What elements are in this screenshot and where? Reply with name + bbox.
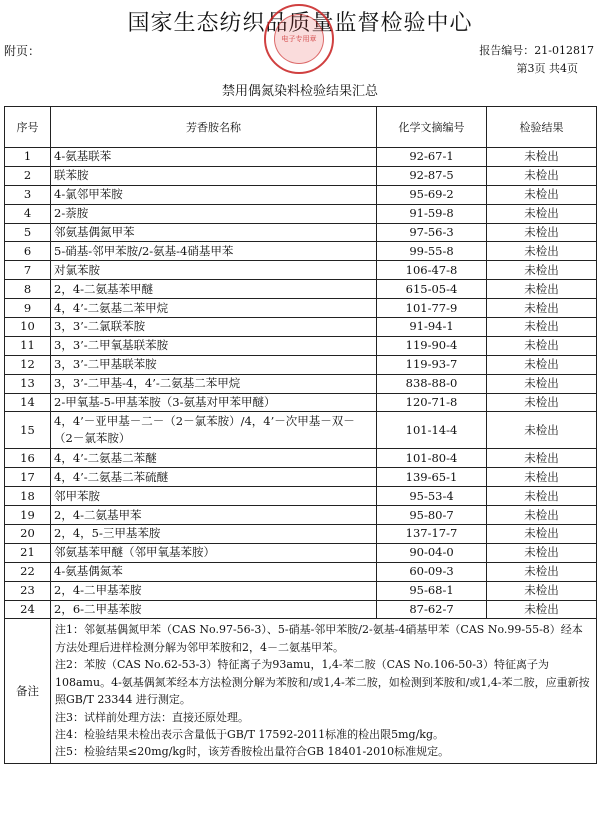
- row-seq: 16: [5, 449, 51, 468]
- row-seq: 1: [5, 148, 51, 167]
- row-seq: 17: [5, 468, 51, 487]
- row-seq: 10: [5, 318, 51, 337]
- row-cas-no: 139-65-1: [377, 468, 487, 487]
- row-seq: 20: [5, 525, 51, 544]
- row-cas-no: 92-67-1: [377, 148, 487, 167]
- row-result: 未检出: [487, 506, 597, 525]
- row-result: 未检出: [487, 204, 597, 223]
- row-cas-no: 91-59-8: [377, 204, 487, 223]
- seal-stamp: [264, 4, 334, 74]
- row-cas-no: 137-17-7: [377, 525, 487, 544]
- row-amine-name: 2-萘胺: [51, 204, 377, 223]
- row-amine-name: 2，4，5-三甲基苯胺: [51, 525, 377, 544]
- row-cas-no: 119-90-4: [377, 336, 487, 355]
- row-result: 未检出: [487, 600, 597, 619]
- row-cas-no: 95-69-2: [377, 185, 487, 204]
- row-seq: 12: [5, 355, 51, 374]
- table-row: [5, 487, 597, 506]
- row-cas-no: 101-14-4: [377, 412, 487, 449]
- row-cas-no: 101-80-4: [377, 449, 487, 468]
- row-result: 未检出: [487, 185, 597, 204]
- table-row: [5, 223, 597, 242]
- row-seq: 23: [5, 581, 51, 600]
- notes-label: 备注: [5, 619, 51, 763]
- table-row: [5, 393, 597, 412]
- row-result: 未检出: [487, 525, 597, 544]
- table-row: [5, 412, 597, 449]
- row-seq: 24: [5, 600, 51, 619]
- row-cas-no: 95-53-4: [377, 487, 487, 506]
- row-amine-name: 2，6-二甲基苯胺: [51, 600, 377, 619]
- row-cas-no: 95-80-7: [377, 506, 487, 525]
- row-amine-name: 4-氯邻甲苯胺: [51, 185, 377, 204]
- row-seq: 14: [5, 393, 51, 412]
- row-seq: 3: [5, 185, 51, 204]
- row-seq: 6: [5, 242, 51, 261]
- row-result: 未检出: [487, 336, 597, 355]
- note-4: 注4：检验结果未检出表示含量低于GB/T 17592-2011标准的检出限5mg/kg。: [55, 727, 444, 741]
- row-result: 未检出: [487, 543, 597, 562]
- header-amine-name: 芳香胺名称: [51, 107, 377, 148]
- row-amine-name: 对氯苯胺: [51, 261, 377, 280]
- table-subtitle: 禁用偶氮染料检验结果汇总: [221, 84, 378, 99]
- row-cas-no: 90-04-0: [377, 543, 487, 562]
- notes-row: [5, 619, 597, 763]
- table-row: [5, 374, 597, 393]
- row-result: 未检出: [487, 412, 597, 449]
- row-seq: 7: [5, 261, 51, 280]
- table-row: [5, 543, 597, 562]
- row-cas-no: 101-77-9: [377, 299, 487, 318]
- row-seq: 8: [5, 280, 51, 299]
- table-row: [5, 562, 597, 581]
- row-seq: 5: [5, 223, 51, 242]
- row-amine-name: 4-氨基联苯: [51, 148, 377, 167]
- row-amine-name: 4，4’-二氨基二苯硫醚: [51, 468, 377, 487]
- row-cas-no: 106-47-8: [377, 261, 487, 280]
- row-result: 未检出: [487, 261, 597, 280]
- row-seq: 2: [5, 166, 51, 185]
- row-amine-name: 4，4’－亚甲基－二－（2－氯苯胺）/4，4’－次甲基－双－（2－氯苯胺）: [51, 412, 377, 449]
- table-row: [5, 355, 597, 374]
- row-amine-name: 联苯胺: [51, 166, 377, 185]
- row-result: 未检出: [487, 449, 597, 468]
- row-result: 未检出: [487, 468, 597, 487]
- table-row: [5, 166, 597, 185]
- table-row: [5, 600, 597, 619]
- row-amine-name: 2，4-二氨基甲苯: [51, 506, 377, 525]
- row-seq: 9: [5, 299, 51, 318]
- row-cas-no: 838-88-0: [377, 374, 487, 393]
- row-cas-no: 60-09-3: [377, 562, 487, 581]
- row-result: 未检出: [487, 487, 597, 506]
- row-result: 未检出: [487, 562, 597, 581]
- row-cas-no: 91-94-1: [377, 318, 487, 337]
- table-header-row: [5, 107, 597, 148]
- row-cas-no: 95-68-1: [377, 581, 487, 600]
- note-1: 注1：邻氨基偶氮甲苯（CAS No.97-56-3）、5-硝基-邻甲苯胺/2-氨基-4硝基甲苯（CAS No.99-55-8）经本方法处理后进样检测分解为邻甲苯胺和2，4－二氨基甲苯。: [55, 623, 583, 654]
- table-row: [5, 299, 597, 318]
- row-cas-no: 92-87-5: [377, 166, 487, 185]
- note-2: 注2：苯胺（CAS No.62-53-3）特征离子为93amu，1,4-苯二胺（CAS No.106-50-3）特征离子为108amu。4-氨基偶氮苯经本方法检测分解为苯胺和/或1,4-苯二胺，如检测到苯胺和/或1,4-苯二胺，应重新按照GB/T 23344 进行测定。: [55, 658, 590, 707]
- row-seq: 15: [5, 412, 51, 449]
- row-result: 未检出: [487, 280, 597, 299]
- results-table: [4, 106, 597, 764]
- row-result: 未检出: [487, 299, 597, 318]
- row-result: 未检出: [487, 355, 597, 374]
- row-result: 未检出: [487, 242, 597, 261]
- row-amine-name: 5-硝基-邻甲苯胺/2-氨基-4硝基甲苯: [51, 242, 377, 261]
- row-amine-name: 4-氨基偶氮苯: [51, 562, 377, 581]
- table-row: [5, 525, 597, 544]
- page-info: 第3页 共4页: [516, 62, 578, 75]
- row-amine-name: 邻甲苯胺: [51, 487, 377, 506]
- notes-cell: [51, 619, 597, 763]
- row-amine-name: 2，4-二甲基苯胺: [51, 581, 377, 600]
- table-row: [5, 261, 597, 280]
- row-seq: 11: [5, 336, 51, 355]
- row-amine-name: 邻氨基苯甲醚（邻甲氧基苯胺）: [51, 543, 377, 562]
- table-row: [5, 506, 597, 525]
- attachment-label: 附页：: [4, 44, 41, 58]
- row-amine-name: 3，3’-二甲基联苯胺: [51, 355, 377, 374]
- header-result: 检验结果: [487, 107, 597, 148]
- note-3: 注3：试样前处理方法：直接还原处理。: [55, 710, 249, 724]
- table-row: [5, 204, 597, 223]
- row-result: 未检出: [487, 318, 597, 337]
- row-result: 未检出: [487, 166, 597, 185]
- row-amine-name: 4，4’-二氨基二苯甲烷: [51, 299, 377, 318]
- table-row: [5, 318, 597, 337]
- report-number: 报告编号：21-012817: [479, 44, 594, 57]
- row-cas-no: 99-55-8: [377, 242, 487, 261]
- row-cas-no: 119-93-7: [377, 355, 487, 374]
- seal-stamp-center: 电子专用章: [274, 14, 324, 64]
- row-seq: 21: [5, 543, 51, 562]
- header-seq: 序号: [5, 107, 51, 148]
- row-seq: 18: [5, 487, 51, 506]
- report-title: 国家生态纺织品质量监督检验中心: [127, 11, 473, 36]
- row-result: 未检出: [487, 581, 597, 600]
- row-amine-name: 2-甲氧基-5-甲基苯胺（3-氨基对甲苯甲醚）: [51, 393, 377, 412]
- note-5: 注5：检验结果≤20mg/kg时，该芳香胺检出量符合GB 18401-2010标准规定。: [55, 745, 450, 759]
- table-row: [5, 581, 597, 600]
- row-amine-name: 4，4’-二氨基二苯醚: [51, 449, 377, 468]
- header-cas-no: 化学文摘编号: [377, 107, 487, 148]
- table-row: [5, 449, 597, 468]
- table-row: [5, 242, 597, 261]
- table-row: [5, 148, 597, 167]
- table-row: [5, 280, 597, 299]
- table-row: [5, 468, 597, 487]
- row-result: 未检出: [487, 148, 597, 167]
- row-result: 未检出: [487, 223, 597, 242]
- row-result: 未检出: [487, 374, 597, 393]
- table-row: [5, 336, 597, 355]
- row-seq: 19: [5, 506, 51, 525]
- row-cas-no: 615-05-4: [377, 280, 487, 299]
- row-amine-name: 3，3’-二甲基-4，4’-二氨基二苯甲烷: [51, 374, 377, 393]
- row-seq: 22: [5, 562, 51, 581]
- row-cas-no: 87-62-7: [377, 600, 487, 619]
- row-result: 未检出: [487, 393, 597, 412]
- table-row: [5, 185, 597, 204]
- row-amine-name: 3，3’-二氯联苯胺: [51, 318, 377, 337]
- row-amine-name: 3，3’-二甲氧基联苯胺: [51, 336, 377, 355]
- row-amine-name: 2，4-二氨基苯甲醚: [51, 280, 377, 299]
- row-seq: 4: [5, 204, 51, 223]
- row-amine-name: 邻氨基偶氮甲苯: [51, 223, 377, 242]
- row-cas-no: 120-71-8: [377, 393, 487, 412]
- row-seq: 13: [5, 374, 51, 393]
- row-cas-no: 97-56-3: [377, 223, 487, 242]
